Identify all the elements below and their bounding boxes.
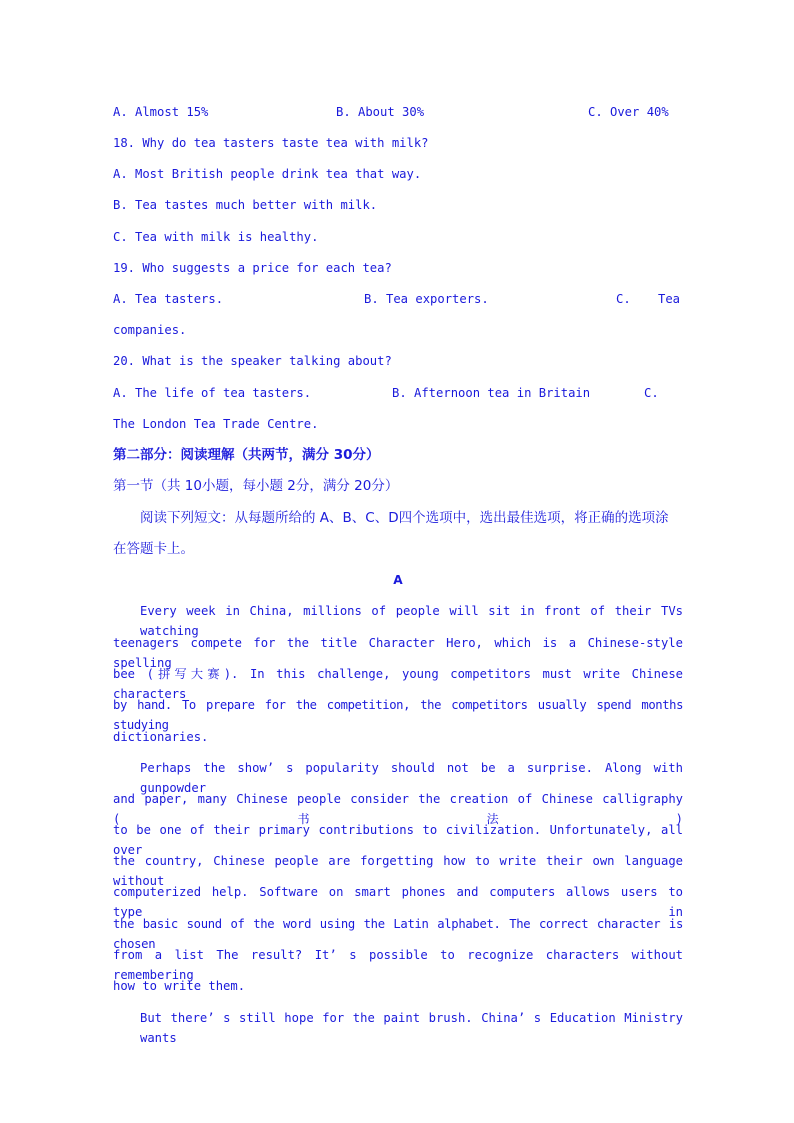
q18-option-a: A. Most British people drink tea that way. bbox=[113, 167, 422, 181]
passage-p2-line: Perhaps the show’ s popularity should not be a surprise. Along with gunpowder bbox=[140, 761, 683, 795]
part2-title: 第二部分：阅读理解（共两节，满分 30分） bbox=[113, 447, 380, 463]
passage-p2-line: to be one of their primary contributions to civilization. Unfortunately, all over bbox=[113, 823, 683, 857]
q19-option-c-letter: C. bbox=[616, 292, 631, 306]
passage-p2-line: the basic sound of the word using the Latin alphabet. The correct character is chosen bbox=[113, 917, 683, 951]
q19-question: 19. Who suggests a price for each tea? bbox=[113, 261, 392, 275]
passage-p2-line: from a list The result? It’ s possible to recognize characters without remembering bbox=[113, 948, 683, 982]
q19-option-b: B. Tea exporters. bbox=[364, 292, 489, 306]
q18-question: 18. Why do tea tasters taste tea with milk? bbox=[113, 136, 429, 150]
q20-option-a: A. The life of tea tasters. bbox=[113, 386, 312, 400]
q17-option-b: B. About 30% bbox=[336, 105, 425, 119]
passage-p2-line: and paper, many Chinese people consider the creation of Chinese calligraphy (书法) bbox=[113, 792, 683, 826]
instructions-line2: 在答题卡上。 bbox=[113, 541, 194, 557]
q20-option-b: B. Afternoon tea in Britain bbox=[392, 386, 591, 400]
q17-option-c: C. Over 40% bbox=[588, 105, 669, 119]
passage-p1-line: Every week in China, millions of people will sit in front of their TVs watching bbox=[140, 604, 683, 638]
passage-label: A bbox=[393, 573, 403, 587]
q19-option-a: A. Tea tasters. bbox=[113, 292, 224, 306]
passage-p1-line: bee (拼写大赛). In this challenge, young competitors must write Chinese characters bbox=[113, 667, 683, 701]
q19-option-c-word: Tea bbox=[658, 292, 681, 306]
q19-option-c-cont: companies. bbox=[113, 323, 187, 337]
passage-p1-line: dictionaries. bbox=[113, 730, 209, 744]
passage-p2-line: the country, Chinese people are forgetting how to write their own language without bbox=[113, 854, 683, 888]
passage-p1-line: by hand. To prepare for the competition, the competitors usually spend months studying bbox=[113, 698, 683, 732]
q20-question: 20. What is the speaker talking about? bbox=[113, 354, 392, 368]
q17-option-a: A. Almost 15% bbox=[113, 105, 209, 119]
q20-option-c-text: The London Tea Trade Centre. bbox=[113, 417, 319, 431]
q18-option-b: B. Tea tastes much better with milk. bbox=[113, 198, 378, 212]
passage-p2-line: computerized help. Software on smart phones and computers allows users to type in bbox=[113, 885, 683, 919]
q18-option-c: C. Tea with milk is healthy. bbox=[113, 230, 319, 244]
section1-heading: 第一节（共 10小题，每小题 2分，满分 20分） bbox=[113, 478, 399, 494]
passage-p2-line: how to write them. bbox=[113, 979, 246, 993]
q20-option-c-letter: C. bbox=[644, 386, 659, 400]
passage-p1-line: teenagers compete for the title Character Hero, which is a Chinese-style spelling bbox=[113, 636, 683, 670]
instructions-line1: 阅读下列短文：从每题所给的 A、B、C、D四个选项中，选出最佳选项，将正确的选项涂 bbox=[140, 510, 669, 526]
passage-p3-line: But there’ s still hope for the paint brush. China’ s Education Ministry wants bbox=[140, 1011, 683, 1045]
